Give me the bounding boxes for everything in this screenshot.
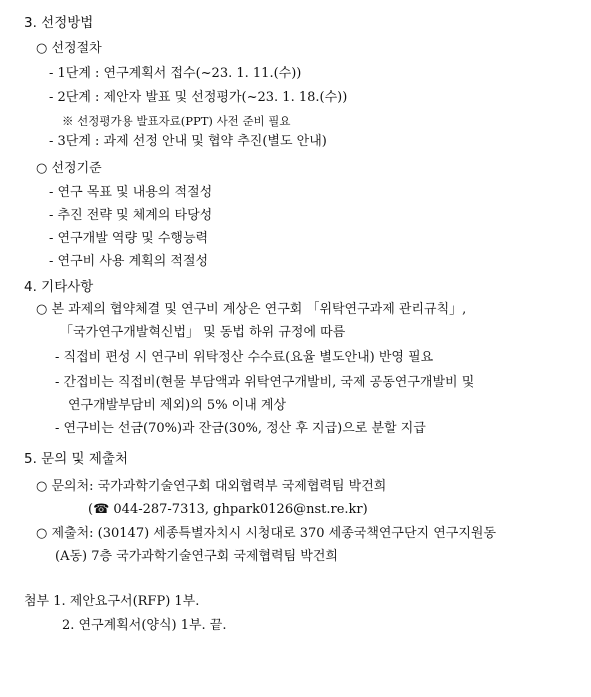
misc-item: - 연구비는 선금(70%)과 잔금(30%, 정산 후 지급)으로 분할 지급 [55, 421, 426, 436]
contact-line: ○ 문의처: 국가과학기술연구회 대외협력부 국제협력팀 박건희 [36, 479, 387, 494]
step-2-note: ※ 선정평가용 발표자료(PPT) 사전 준비 필요 [62, 114, 291, 128]
submission-address-line-2: (A동) 7층 국가과학기술연구회 국제협력팀 박건희 [55, 549, 338, 564]
criteria-item: - 연구 목표 및 내용의 적절성 [49, 185, 213, 200]
agreement-paragraph-line-1: ○ 본 과제의 협약체결 및 연구비 계상은 연구회 「위탁연구과제 관리규칙」, [36, 302, 467, 317]
misc-item: - 직접비 편성 시 연구비 위탁정산 수수료(요율 별도안내) 반영 필요 [55, 350, 434, 365]
submission-address-line-1: ○ 제출처: (30147) 세종특별자치시 시청대로 370 세종국책연구단지 연구지원동 [36, 526, 497, 541]
step-1: - 1단계 : 연구계획서 접수(~23. 1. 11.(수)) [49, 66, 302, 81]
selection-criteria-title: ○ 선정기준 [36, 161, 102, 176]
step-3: - 3단계 : 과제 선정 안내 및 협약 추진(별도 안내) [49, 134, 327, 149]
criteria-item: - 연구개발 역량 및 수행능력 [49, 231, 209, 246]
attachment-1: 첨부 1. 제안요구서(RFP) 1부. [24, 594, 200, 609]
section-5-heading: 5. 문의 및 제출처 [24, 451, 128, 467]
agreement-paragraph-line-2: 「국가연구개발혁신법」 및 동법 하위 규정에 따름 [60, 325, 346, 340]
misc-item: - 간접비는 직접비(현물 부담액과 위탁연구개발비, 국제 공동연구개발비 및 [55, 375, 475, 390]
misc-item-continuation: 연구개발부담비 제외)의 5% 이내 계상 [68, 398, 287, 413]
selection-procedure-title: ○ 선정절차 [36, 41, 102, 56]
attachment-2: 2. 연구계획서(양식) 1부. 끝. [62, 618, 227, 633]
contact-phone-email: (☎ 044-287-7313, ghpark0126@nst.re.kr) [88, 502, 368, 517]
criteria-item: - 연구비 사용 계획의 적절성 [49, 254, 209, 269]
criteria-item: - 추진 전략 및 체계의 타당성 [49, 208, 213, 223]
step-2: - 2단계 : 제안자 발표 및 선정평가(~23. 1. 18.(수)) [49, 90, 348, 105]
section-4-heading: 4. 기타사항 [24, 279, 94, 295]
section-3-heading: 3. 선정방법 [24, 15, 94, 31]
